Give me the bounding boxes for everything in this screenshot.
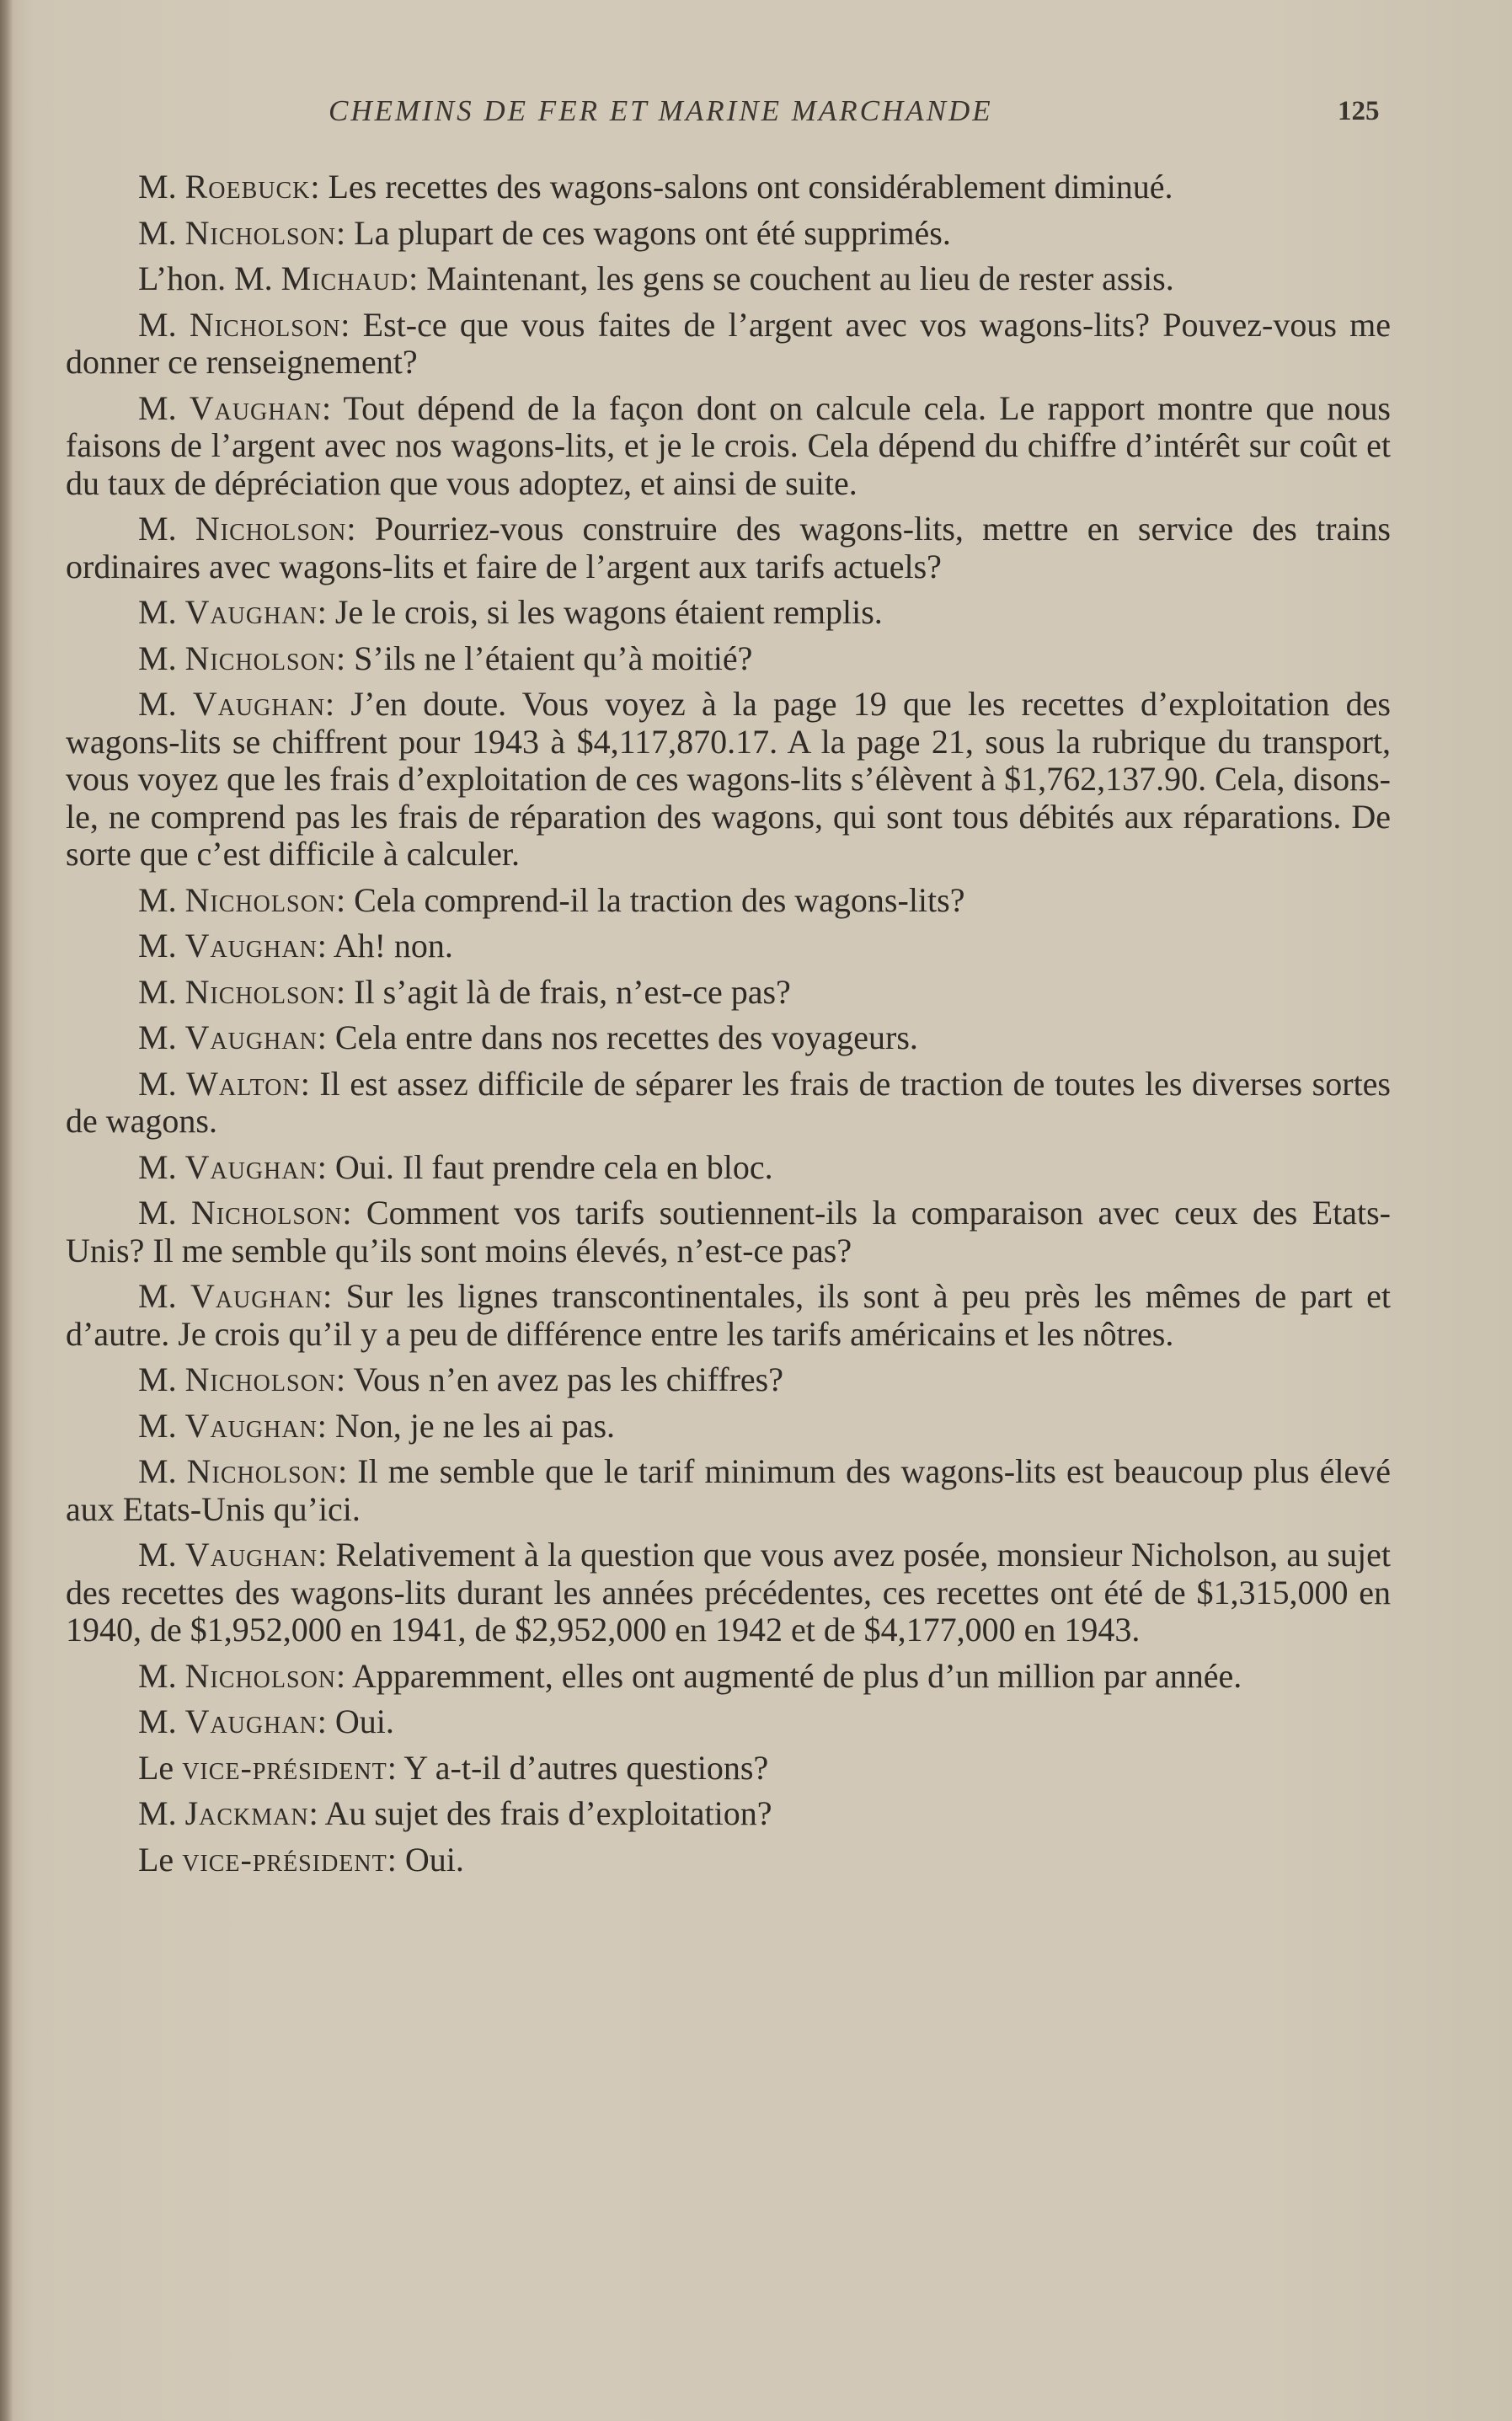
transcript-paragraph <box>66 1658 1391 1696</box>
speaker-name: Nicholson <box>186 1452 339 1490</box>
speaker-prefix: M. <box>138 1794 177 1832</box>
speaker-prefix: M. <box>138 213 177 252</box>
statement: : Maintenant, les gens se couchent au lieu de rester assis. <box>409 259 1174 297</box>
statement: : Est-ce que vous faites de l’argent avec vos wagons-lits? Pouvez-vous me donner ce renseignement? <box>66 305 1392 381</box>
speaker-name: Roebuck <box>184 168 311 206</box>
speaker-prefix: M. <box>138 1536 177 1574</box>
statement: : Relativement à la question que vous avez posée, monsieur Nicholson, au sujet des recettes des wagons-lits durant les années précédentes, ces recettes ont été de $1,315,000 en 1940, de $1,952,000 en 1941, de $2,952,000 en 1942 et de $4,177,000 en 1943. <box>66 1536 1391 1649</box>
statement: : Oui. Il faut prendre cela en bloc. <box>317 1147 773 1186</box>
speaker-prefix: M. <box>138 685 177 723</box>
transcript-paragraph <box>66 1149 1391 1187</box>
transcript-paragraph <box>66 1795 1391 1833</box>
speaker-name: Vaughan <box>184 1702 318 1740</box>
speaker-name: Nicholson <box>190 1194 343 1232</box>
speaker-name: Vaughan <box>189 388 322 427</box>
transcript-paragraph <box>66 974 1391 1012</box>
transcript-paragraph <box>66 1194 1391 1269</box>
speaker-prefix: M. <box>138 1194 177 1232</box>
transcript-paragraph <box>66 882 1391 920</box>
speaker-prefix: M. <box>138 593 177 631</box>
statement: : Vous n’en avez pas les chiffres? <box>336 1360 783 1398</box>
speaker-name: Nicholson <box>195 510 347 548</box>
speaker-name: Michaud <box>280 259 409 297</box>
statement: : Au sujet des frais d’exploitation? <box>308 1794 772 1832</box>
speaker-name: Vaughan <box>184 1406 318 1445</box>
speaker-name: Vaughan <box>192 685 326 723</box>
statement: : J’en doute. Vous voyez à la page 19 que les recettes d’exploitation des wagons-lits se chiffrent pour 1943 à $4,117,870.17. A la page 21, sous la rubrique du transport, vous voyez que les frais d’exploitation de ces wagons-lits s’élèvent à $1,762,137.90. Cela, disons-le, ne comprend pas les frais de réparation des wagons, qui sont tous débités aux réparations. De sorte que c’est difficile à calculer. <box>66 685 1392 873</box>
speaker-name: Vaughan <box>184 927 318 965</box>
speaker-prefix: M. <box>138 1360 177 1398</box>
statement: : Apparemment, elles ont augmenté de plus d’un million par année. <box>336 1656 1242 1695</box>
transcript-paragraph <box>66 510 1391 585</box>
speaker-prefix: M. <box>138 1702 177 1740</box>
speaker-name: Nicholson <box>184 213 337 252</box>
statement: : Comment vos tarifs soutiennent-ils la comparaison avec ceux des Etats-Unis? Il me semble qu’ils sont moins élevés, n’est-ce pas? <box>66 1194 1392 1269</box>
speaker-prefix: M. <box>138 1018 177 1056</box>
speaker-name: Nicholson <box>184 880 337 919</box>
speaker-prefix: M. <box>138 639 177 677</box>
speaker-prefix: M. <box>138 1452 177 1490</box>
statement: : Cela comprend-il la traction des wagons-lits? <box>336 880 965 919</box>
speaker-prefix: M. <box>138 168 177 206</box>
speaker-prefix: M. <box>138 1406 177 1445</box>
transcript-paragraph <box>66 640 1391 678</box>
speaker-name: Vaughan <box>184 1536 318 1574</box>
statement: : Je le crois, si les wagons étaient remplis. <box>317 593 883 631</box>
statement: : Tout dépend de la façon dont on calcule cela. Le rapport montre que nous faisons de l’argent avec nos wagons-lits, et je le crois. Cela dépend du chiffre d’intérêt sur coût et du taux de dépréciation que vous adoptez, et ainsi de suite. <box>66 388 1391 502</box>
statement: : Oui. <box>317 1702 394 1740</box>
statement: : Non, je ne les ai pas. <box>317 1406 616 1445</box>
speaker-prefix: Le <box>138 1748 174 1787</box>
speaker-prefix: M. <box>138 927 177 965</box>
transcript-paragraph <box>66 1703 1391 1741</box>
running-title: CHEMINS DE FER ET MARINE MARCHANDE <box>329 94 993 127</box>
speaker-prefix: M. <box>138 1064 177 1103</box>
transcript-paragraph <box>66 1537 1391 1649</box>
transcript-paragraph <box>66 1408 1391 1446</box>
statement: : La plupart de ces wagons ont été supprimés. <box>336 213 951 252</box>
transcript-paragraph <box>66 1841 1391 1879</box>
page-header <box>0 94 1512 136</box>
statement: : Y a-t-il d’autres questions? <box>387 1748 769 1787</box>
transcript-paragraph <box>66 1361 1391 1399</box>
speaker-name: Vaughan <box>184 1018 318 1056</box>
speaker-name: Nicholson <box>184 1360 337 1398</box>
speaker-prefix: M. <box>138 880 177 919</box>
speaker-name: vice-président <box>182 1748 387 1787</box>
transcript-paragraph <box>66 594 1391 632</box>
transcript-paragraph <box>66 686 1391 874</box>
transcript-body <box>66 168 1391 1887</box>
transcript-paragraph <box>66 1066 1391 1141</box>
speaker-prefix: M. <box>138 388 177 427</box>
statement: : Pourriez-vous construire des wagons-lits, mettre en service des trains ordinaires avec wagons-lits et faire de l’argent aux tarifs actuels? <box>66 510 1392 585</box>
statement: : Les recettes des wagons-salons ont considérablement diminué. <box>310 168 1173 206</box>
speaker-prefix: M. <box>138 1656 177 1695</box>
speaker-name: Jackman <box>184 1794 309 1832</box>
speaker-name: vice-président <box>182 1840 387 1879</box>
speaker-name: Nicholson <box>184 639 337 677</box>
transcript-paragraph <box>66 1453 1391 1528</box>
transcript-paragraph <box>66 1278 1391 1353</box>
speaker-prefix: M. <box>138 1277 177 1315</box>
statement: : Cela entre dans nos recettes des voyageurs. <box>317 1018 918 1056</box>
speaker-name: Vaughan <box>184 1147 318 1186</box>
speaker-prefix: M. <box>138 1147 177 1186</box>
statement: : Il s’agit là de frais, n’est-ce pas? <box>336 972 791 1011</box>
speaker-name: Nicholson <box>189 305 341 344</box>
statement: : Sur les lignes transcontinentales, ils sont à peu près les mêmes de part et d’autre. Je crois qu’il y a peu de différence entre les tarifs américains et les nôtres. <box>66 1277 1391 1353</box>
speaker-prefix: M. <box>138 305 177 344</box>
statement: : Il me semble que le tarif minimum des wagons-lits est beaucoup plus élevé aux Etats-Unis qu’ici. <box>66 1452 1392 1528</box>
book-binding-shadow <box>0 0 13 2421</box>
speaker-prefix: M. <box>138 972 177 1011</box>
speaker-name: Nicholson <box>184 972 337 1011</box>
statement: : Il est assez difficile de séparer les frais de traction de toutes les diverses sortes de wagons. <box>66 1064 1391 1140</box>
speaker-prefix: L’hon. M. <box>138 259 273 297</box>
transcript-paragraph <box>66 168 1391 206</box>
statement: : Ah! non. <box>317 927 453 965</box>
speaker-name: Vaughan <box>190 1277 323 1315</box>
speaker-name: Walton <box>186 1064 301 1103</box>
transcript-paragraph <box>66 307 1391 382</box>
speaker-prefix: Le <box>138 1840 174 1879</box>
transcript-paragraph <box>66 260 1391 298</box>
speaker-prefix: M. <box>138 510 177 548</box>
transcript-paragraph <box>66 1750 1391 1788</box>
speaker-name: Vaughan <box>184 593 318 631</box>
statement: : Oui. <box>387 1840 464 1879</box>
statement: : S’ils ne l’étaient qu’à moitié? <box>336 639 753 677</box>
speaker-name: Nicholson <box>184 1656 337 1695</box>
transcript-paragraph <box>66 215 1391 253</box>
page-number: 125 <box>1338 96 1380 126</box>
transcript-paragraph <box>66 390 1391 503</box>
transcript-paragraph <box>66 927 1391 965</box>
transcript-paragraph <box>66 1019 1391 1057</box>
